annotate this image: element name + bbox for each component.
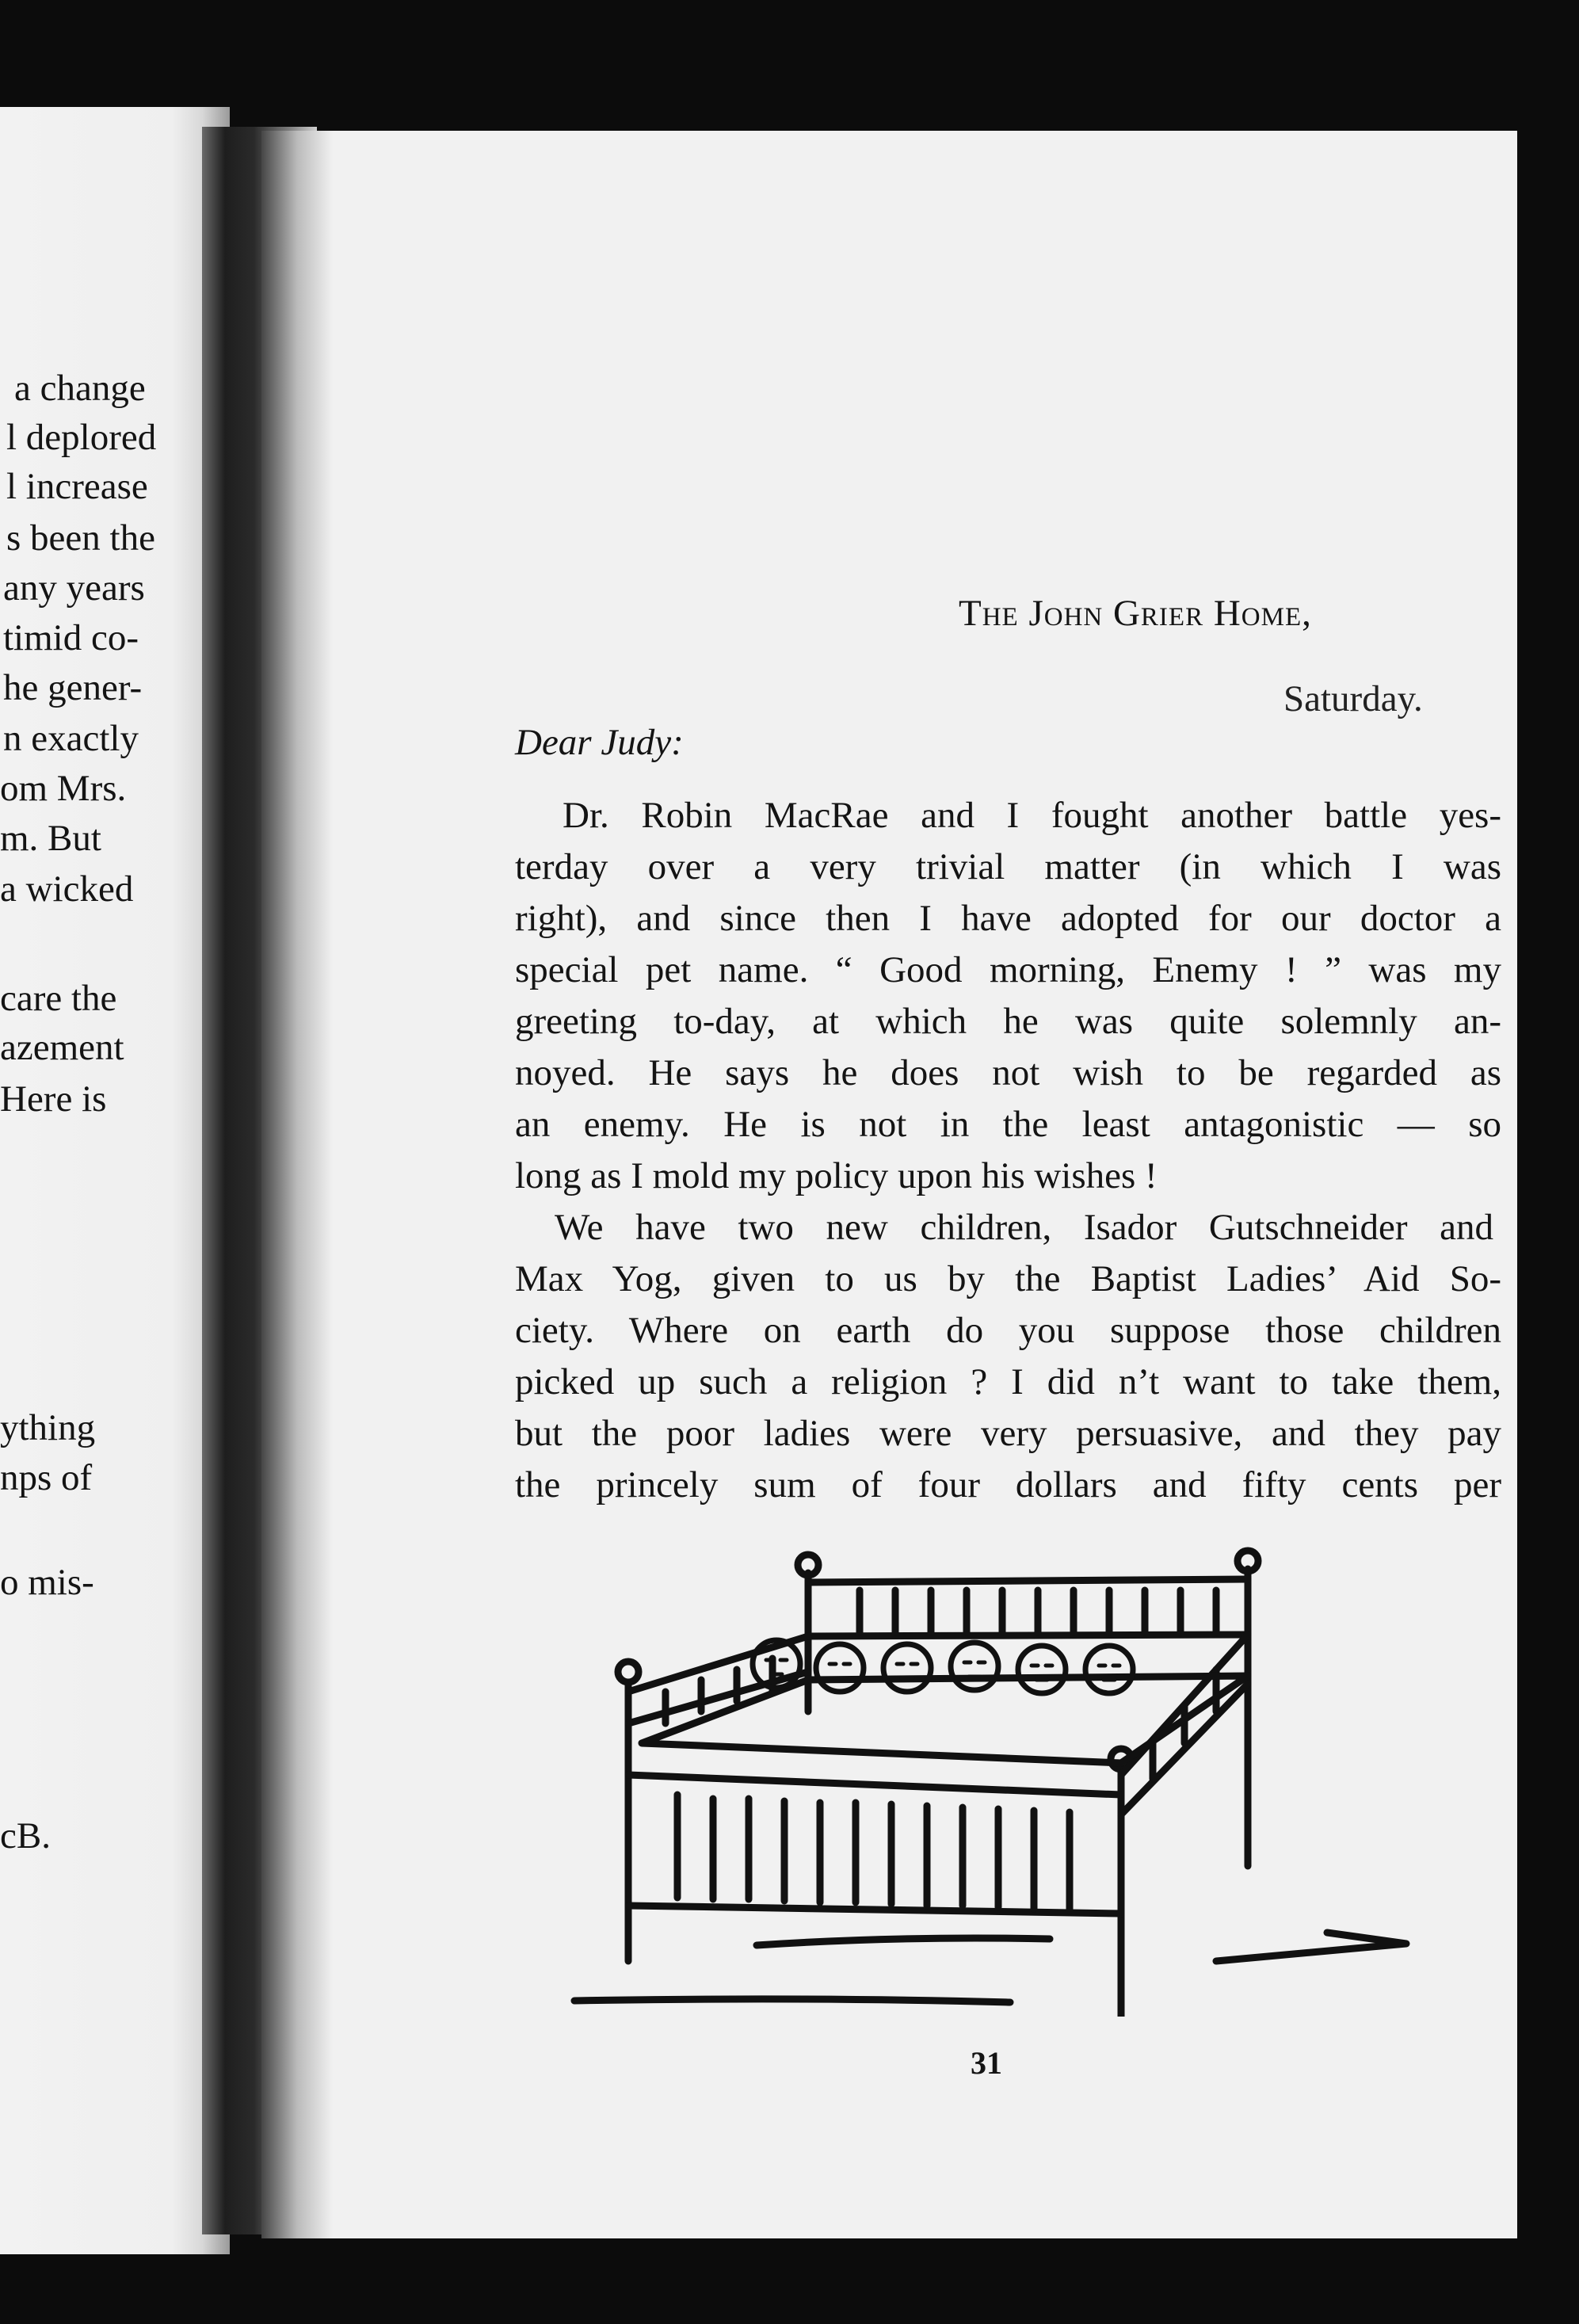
crib-with-six-babies-icon: [566, 1533, 1438, 2017]
left-page-line: a change: [14, 368, 146, 409]
paragraph-line: noyed. He says he does not wish to be regarded as: [515, 1052, 1501, 1093]
paragraph-line: ciety. Where on earth do you suppose those children: [515, 1310, 1501, 1351]
paragraph-line: picked up such a religion ? I did n’t want to take them,: [515, 1361, 1501, 1402]
left-page-line: n exactly: [3, 718, 139, 759]
right-page: [261, 131, 1517, 2238]
paragraph-line: special pet name. “ Good morning, Enemy ! ” was my: [515, 949, 1501, 990]
left-page-line: om Mrs.: [0, 768, 127, 809]
page-number: 31: [971, 2045, 1002, 2081]
left-page-line: care the: [0, 978, 117, 1019]
left-page-line: cB.: [0, 1815, 51, 1857]
left-page-line: Here is: [0, 1078, 107, 1120]
left-page-line: azement: [0, 1027, 124, 1068]
left-page-line: o mis-: [0, 1562, 94, 1603]
left-page-line: ything: [0, 1407, 96, 1448]
left-page-line: l deplored: [6, 417, 157, 458]
paragraph-line: an enemy. He is not in the least antagonistic — so: [515, 1104, 1501, 1145]
left-page: [0, 107, 230, 2254]
paragraph-line: greeting to-day, at which he was quite solemnly an-: [515, 1001, 1501, 1042]
letter-date: Saturday.: [1283, 678, 1423, 719]
left-page-line: m. But: [0, 818, 101, 859]
paragraph-line: We have two new children, Isador Gutschneider and: [555, 1207, 1493, 1248]
left-page-line: s been the: [6, 517, 155, 559]
paragraph-line: terday over a very trivial matter (in which I was: [515, 846, 1501, 887]
left-page-line: l increase: [6, 466, 148, 507]
paragraph-line: right), and since then I have adopted for our doctor a: [515, 898, 1501, 939]
left-page-line: he gener-: [3, 667, 143, 708]
left-page-line: any years: [3, 567, 145, 609]
paragraph-line: long as I mold my policy upon his wishes !: [515, 1155, 1158, 1196]
paragraph-line: Dr. Robin MacRae and I fought another battle yes-: [563, 795, 1501, 836]
left-page-line: nps of: [0, 1457, 93, 1498]
paragraph-line: the princely sum of four dollars and fifty cents per: [515, 1464, 1501, 1505]
paragraph-line: but the poor ladies were very persuasive, and they pay: [515, 1413, 1501, 1454]
letter-salutation: Dear Judy:: [515, 722, 684, 763]
left-page-line: a wicked: [0, 868, 134, 910]
left-page-line: timid co-: [3, 617, 139, 658]
letter-header: The John Grier Home,: [959, 593, 1312, 634]
paragraph-line: Max Yog, given to us by the Baptist Ladies’ Aid So-: [515, 1258, 1501, 1299]
